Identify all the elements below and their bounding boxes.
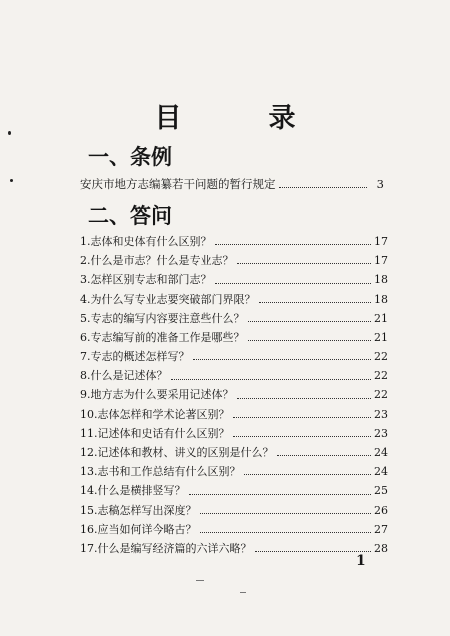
toc-entry-label: 安庆市地方志编纂若干问题的暂行规定 (80, 177, 276, 191)
toc-entry-label: 8.什么是记述体？ (80, 369, 168, 383)
toc-entry (80, 501, 388, 520)
dot-leader (248, 321, 372, 322)
dot-leader (277, 455, 372, 456)
dot-leader (215, 283, 372, 284)
toc-entry-page: 22 (374, 369, 388, 383)
dot-leader (279, 187, 368, 188)
dot-leader (189, 494, 372, 495)
dot-leader (255, 551, 372, 552)
toc-entry-label: 4.为什么写专业志要突破部门界限？ (80, 292, 256, 306)
scan-speck (10, 179, 13, 182)
toc-entry (80, 176, 384, 192)
toc-entry-page: 23 (374, 426, 388, 440)
toc-entry-label: 7.专志的概述怎样写？ (80, 350, 190, 364)
toc-entry (80, 481, 388, 500)
toc-entry (80, 309, 388, 328)
toc-entry-page: 21 (374, 330, 388, 344)
section-heading-regulations: 一、条例 (88, 144, 172, 169)
dot-leader (248, 340, 372, 341)
toc-entry-page: 17 (374, 234, 388, 248)
dot-leader (244, 474, 372, 475)
toc-entry (80, 386, 388, 405)
toc-entry-page: 22 (374, 350, 388, 364)
toc-entry-page: 28 (374, 541, 388, 555)
dot-leader (215, 244, 372, 245)
dot-leader (193, 359, 372, 360)
toc-entry-label: 11.记述体和史话有什么区别？ (80, 426, 230, 440)
toc-entry (80, 347, 388, 366)
toc-entry-label: 5.专志的编写内容要注意些什么？ (80, 311, 245, 325)
toc-entry-label: 17.什么是编写经济篇的六详六略？ (80, 541, 252, 555)
scan-mark (196, 580, 204, 581)
toc-entry-label: 2.什么是市志？什么是专业志？ (80, 254, 234, 268)
toc-entry-page: 3 (376, 177, 384, 191)
toc-entry-page: 24 (374, 465, 388, 479)
toc-entry-page: 24 (374, 446, 388, 460)
toc-entry (80, 462, 388, 481)
toc-entry (80, 405, 388, 424)
dot-leader (233, 436, 372, 437)
toc-entry-label: 10.志体怎样和学术论著区别？ (80, 407, 230, 421)
scan-mark (240, 592, 246, 593)
scan-speck (8, 131, 11, 135)
toc-entry-label: 9.地方志为什么要采用记述体？ (80, 388, 234, 402)
toc-entry (80, 232, 388, 251)
toc-entry (80, 520, 388, 539)
toc-entry-label: 14.什么是横排竖写？ (80, 484, 186, 498)
dot-leader (259, 302, 372, 303)
toc-list-qa (80, 232, 388, 558)
toc-entry-page: 18 (374, 273, 388, 287)
dot-leader (200, 532, 372, 533)
page-number: 1 (356, 553, 366, 569)
dot-leader (237, 263, 372, 264)
toc-entry-label: 13.志书和工作总结有什么区别？ (80, 465, 241, 479)
dot-leader (233, 417, 372, 418)
toc-entry-page: 27 (374, 522, 388, 536)
toc-entry (80, 539, 388, 558)
dot-leader (200, 513, 372, 514)
dot-leader (171, 379, 372, 380)
toc-entry-label: 15.志稿怎样写出深度？ (80, 503, 197, 517)
page-title: 目 录 (154, 103, 326, 134)
section-heading-qa: 二、答问 (88, 203, 172, 228)
toc-entry-label: 1.志体和史体有什么区别？ (80, 234, 212, 248)
toc-entry-page: 17 (374, 254, 388, 268)
toc-entry-page: 25 (374, 484, 388, 498)
toc-entry (80, 366, 388, 385)
toc-entry (80, 424, 388, 443)
toc-entry-label: 16.应当如何详今略古？ (80, 522, 197, 536)
toc-entry-page: 18 (374, 292, 388, 306)
toc-entry (80, 290, 388, 309)
toc-entry-page: 22 (374, 388, 388, 402)
toc-entry-page: 26 (374, 503, 388, 517)
toc-entry-label: 3.怎样区别专志和部门志？ (80, 273, 212, 287)
toc-entry-label: 6.专志编写前的准备工作是哪些？ (80, 330, 245, 344)
toc-entry-page: 21 (374, 311, 388, 325)
toc-entry (80, 251, 388, 270)
dot-leader (237, 398, 372, 399)
toc-entry-page: 23 (374, 407, 388, 421)
toc-entry (80, 328, 388, 347)
toc-entry (80, 270, 388, 289)
toc-entry (80, 443, 388, 462)
toc-entry-label: 12.记述体和教材、讲义的区别是什么？ (80, 446, 274, 460)
